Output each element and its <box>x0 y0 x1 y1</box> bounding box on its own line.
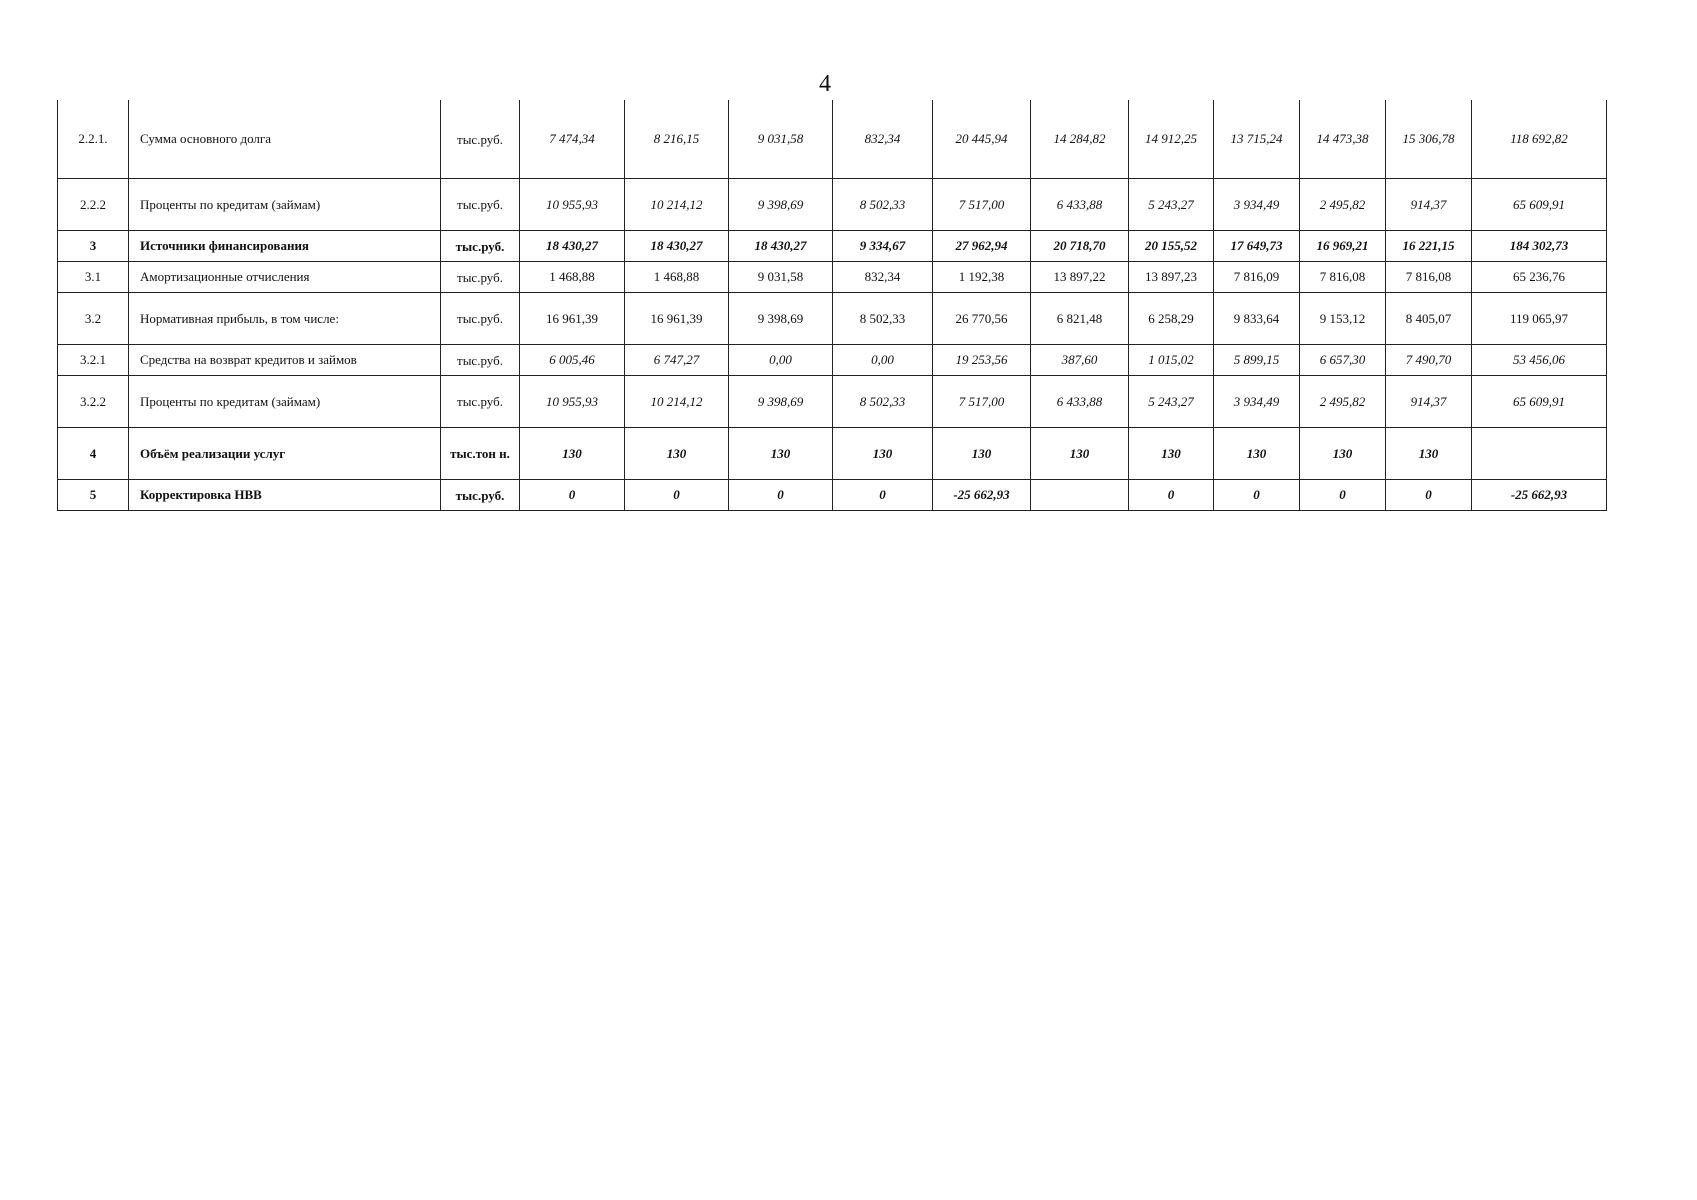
value-cell: 130 <box>1129 428 1214 480</box>
value-cell: 6 821,48 <box>1031 293 1129 345</box>
value-cell: 14 473,38 <box>1300 100 1386 179</box>
value-cell: 20 445,94 <box>933 100 1031 179</box>
value-cell: 16 969,21 <box>1300 231 1386 262</box>
value-cell: 3 934,49 <box>1214 376 1300 428</box>
value-cell: 914,37 <box>1386 376 1472 428</box>
table-row <box>58 179 1607 231</box>
total-cell: 119 065,97 <box>1472 293 1607 345</box>
total-cell: 118 692,82 <box>1472 100 1607 179</box>
value-cell: 0 <box>1300 480 1386 511</box>
row-unit: тыс.руб. <box>441 480 520 511</box>
value-cell: 130 <box>833 428 933 480</box>
value-cell: 26 770,56 <box>933 293 1031 345</box>
table-row <box>58 428 1607 480</box>
row-number: 3.1 <box>58 262 129 293</box>
row-name: Источники финансирования <box>129 231 441 262</box>
value-cell: 14 284,82 <box>1031 100 1129 179</box>
value-cell: 10 955,93 <box>520 179 625 231</box>
value-cell: 10 214,12 <box>625 376 729 428</box>
value-cell: -25 662,93 <box>933 480 1031 511</box>
value-cell: 13 897,23 <box>1129 262 1214 293</box>
row-name: Объём реализации услуг <box>129 428 441 480</box>
value-cell: 9 334,67 <box>833 231 933 262</box>
table-row <box>58 100 1607 179</box>
value-cell: 0,00 <box>833 345 933 376</box>
row-unit: тыс.руб. <box>441 100 520 179</box>
total-cell: 65 236,76 <box>1472 262 1607 293</box>
value-cell: 10 214,12 <box>625 179 729 231</box>
value-cell: 130 <box>1214 428 1300 480</box>
value-cell: 20 718,70 <box>1031 231 1129 262</box>
total-cell: 184 302,73 <box>1472 231 1607 262</box>
row-number: 4 <box>58 428 129 480</box>
value-cell: 16 221,15 <box>1386 231 1472 262</box>
value-cell: 16 961,39 <box>520 293 625 345</box>
row-name: Корректировка НВВ <box>129 480 441 511</box>
value-cell: 7 816,08 <box>1300 262 1386 293</box>
row-unit: тыс.тон н. <box>441 428 520 480</box>
value-cell: 0,00 <box>729 345 833 376</box>
value-cell: 6 433,88 <box>1031 376 1129 428</box>
value-cell: 8 502,33 <box>833 376 933 428</box>
total-cell <box>1472 428 1607 480</box>
row-name: Проценты по кредитам (займам) <box>129 376 441 428</box>
value-cell: 1 192,38 <box>933 262 1031 293</box>
row-number: 2.2.2 <box>58 179 129 231</box>
value-cell: 2 495,82 <box>1300 376 1386 428</box>
value-cell: 9 833,64 <box>1214 293 1300 345</box>
row-name: Сумма основного долга <box>129 100 441 179</box>
value-cell: 9 398,69 <box>729 179 833 231</box>
value-cell: 1 015,02 <box>1129 345 1214 376</box>
value-cell: 8 405,07 <box>1386 293 1472 345</box>
value-cell: 6 747,27 <box>625 345 729 376</box>
value-cell: 9 153,12 <box>1300 293 1386 345</box>
value-cell: 0 <box>1214 480 1300 511</box>
value-cell: 19 253,56 <box>933 345 1031 376</box>
table-body <box>58 100 1607 511</box>
value-cell: 130 <box>1386 428 1472 480</box>
value-cell: 18 430,27 <box>729 231 833 262</box>
value-cell: 13 897,22 <box>1031 262 1129 293</box>
table-row <box>58 231 1607 262</box>
value-cell: 10 955,93 <box>520 376 625 428</box>
row-unit: тыс.руб. <box>441 179 520 231</box>
row-name: Нормативная прибыль, в том числе: <box>129 293 441 345</box>
value-cell: 7 517,00 <box>933 376 1031 428</box>
value-cell: 0 <box>833 480 933 511</box>
value-cell: 6 657,30 <box>1300 345 1386 376</box>
row-name: Амортизационные отчисления <box>129 262 441 293</box>
financial-table <box>57 100 1607 511</box>
value-cell: 14 912,25 <box>1129 100 1214 179</box>
table-row <box>58 345 1607 376</box>
value-cell: 7 517,00 <box>933 179 1031 231</box>
value-cell: 7 816,09 <box>1214 262 1300 293</box>
value-cell: 387,60 <box>1031 345 1129 376</box>
page-number: 4 <box>819 71 831 97</box>
value-cell: 8 502,33 <box>833 293 933 345</box>
total-cell: 65 609,91 <box>1472 179 1607 231</box>
table-row <box>58 480 1607 511</box>
value-cell: 7 816,08 <box>1386 262 1472 293</box>
value-cell: 3 934,49 <box>1214 179 1300 231</box>
value-cell: 2 495,82 <box>1300 179 1386 231</box>
total-cell: 53 456,06 <box>1472 345 1607 376</box>
value-cell: 13 715,24 <box>1214 100 1300 179</box>
value-cell: 130 <box>1300 428 1386 480</box>
value-cell: 0 <box>520 480 625 511</box>
value-cell: 15 306,78 <box>1386 100 1472 179</box>
value-cell: 18 430,27 <box>625 231 729 262</box>
value-cell: 9 398,69 <box>729 376 833 428</box>
value-cell: 5 899,15 <box>1214 345 1300 376</box>
value-cell: 6 258,29 <box>1129 293 1214 345</box>
row-name: Проценты по кредитам (займам) <box>129 179 441 231</box>
value-cell: 18 430,27 <box>520 231 625 262</box>
value-cell: 0 <box>1386 480 1472 511</box>
value-cell: 832,34 <box>833 100 933 179</box>
table-row <box>58 262 1607 293</box>
total-cell: 65 609,91 <box>1472 376 1607 428</box>
value-cell: 130 <box>933 428 1031 480</box>
value-cell: 832,34 <box>833 262 933 293</box>
value-cell: 5 243,27 <box>1129 376 1214 428</box>
value-cell: 9 031,58 <box>729 262 833 293</box>
row-number: 3.2.2 <box>58 376 129 428</box>
value-cell: 130 <box>1031 428 1129 480</box>
row-number: 5 <box>58 480 129 511</box>
value-cell: 5 243,27 <box>1129 179 1214 231</box>
value-cell: 0 <box>729 480 833 511</box>
row-unit: тыс.руб. <box>441 262 520 293</box>
row-number: 2.2.1. <box>58 100 129 179</box>
value-cell: 0 <box>625 480 729 511</box>
row-number: 3.2.1 <box>58 345 129 376</box>
value-cell: 7 490,70 <box>1386 345 1472 376</box>
value-cell: 6 005,46 <box>520 345 625 376</box>
value-cell: 9 031,58 <box>729 100 833 179</box>
value-cell: 130 <box>520 428 625 480</box>
table-row <box>58 293 1607 345</box>
value-cell: 1 468,88 <box>520 262 625 293</box>
value-cell: 20 155,52 <box>1129 231 1214 262</box>
value-cell: 8 502,33 <box>833 179 933 231</box>
value-cell: 130 <box>729 428 833 480</box>
row-name: Средства на возврат кредитов и займов <box>129 345 441 376</box>
value-cell <box>1031 480 1129 511</box>
row-unit: тыс.руб. <box>441 293 520 345</box>
table-row <box>58 376 1607 428</box>
row-unit: тыс.руб. <box>441 231 520 262</box>
value-cell: 0 <box>1129 480 1214 511</box>
row-number: 3.2 <box>58 293 129 345</box>
value-cell: 7 474,34 <box>520 100 625 179</box>
value-cell: 8 216,15 <box>625 100 729 179</box>
value-cell: 130 <box>625 428 729 480</box>
row-unit: тыс.руб. <box>441 345 520 376</box>
value-cell: 16 961,39 <box>625 293 729 345</box>
value-cell: 9 398,69 <box>729 293 833 345</box>
value-cell: 6 433,88 <box>1031 179 1129 231</box>
row-number: 3 <box>58 231 129 262</box>
value-cell: 914,37 <box>1386 179 1472 231</box>
value-cell: 1 468,88 <box>625 262 729 293</box>
value-cell: 17 649,73 <box>1214 231 1300 262</box>
value-cell: 27 962,94 <box>933 231 1031 262</box>
row-unit: тыс.руб. <box>441 376 520 428</box>
total-cell: -25 662,93 <box>1472 480 1607 511</box>
